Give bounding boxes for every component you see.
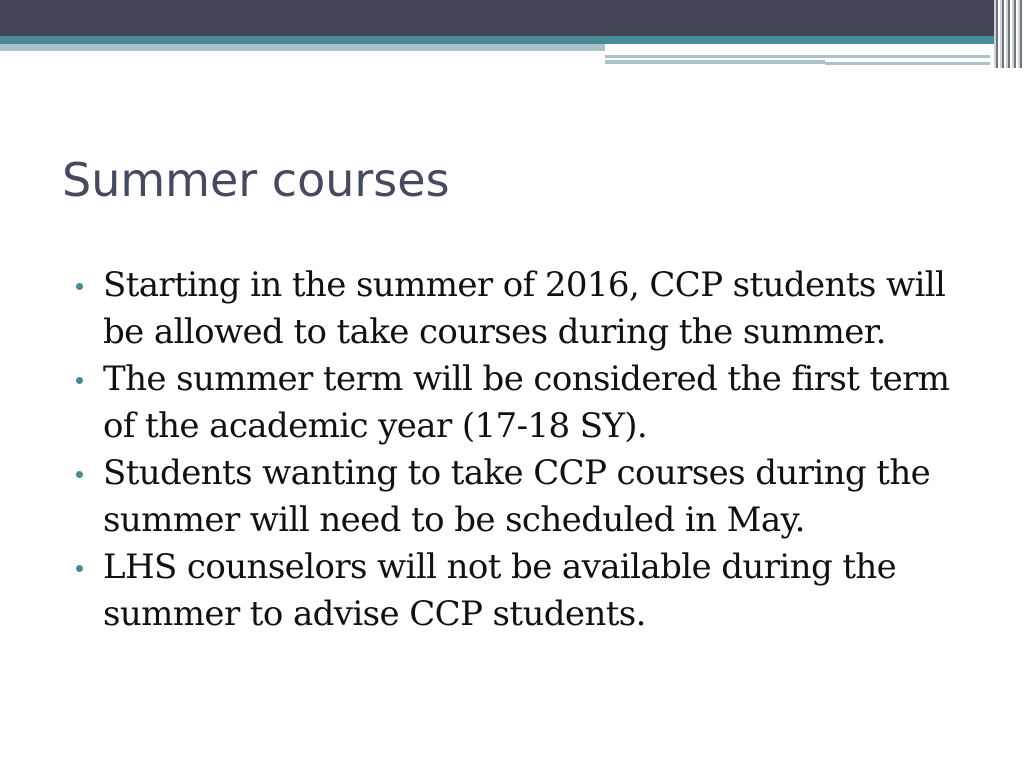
bullet-marker-icon [76, 283, 83, 290]
bullet-item [76, 262, 976, 356]
header-accent-line [605, 55, 990, 58]
header-band-step [605, 44, 1024, 54]
bullet-text: Students wanting to take CCP courses during the summer will need to be scheduled in May. [103, 453, 931, 540]
header-stripes-decoration [994, 0, 1024, 68]
bullet-item [76, 356, 976, 450]
header-band-dark [0, 0, 1024, 36]
bullet-marker-icon [76, 565, 83, 572]
bullet-text: Starting in the summer of 2016, CCP students will be allowed to take courses during the summer. [103, 265, 946, 352]
header-band-light [0, 44, 605, 51]
header-accent-line [825, 62, 990, 65]
bullet-marker-icon [76, 471, 83, 478]
slide-title: Summer courses [62, 153, 450, 207]
bullet-marker-icon [76, 377, 83, 384]
bullet-text: LHS counselors will not be available during the summer to advise CCP students. [103, 547, 897, 634]
bullet-text: The summer term will be considered the first term of the academic year (17-18 SY). [103, 359, 950, 446]
bullet-list [76, 262, 976, 638]
bullet-item [76, 544, 976, 638]
bullet-item [76, 450, 976, 544]
header-accent-line [605, 60, 825, 64]
header-band-teal [0, 36, 1024, 44]
